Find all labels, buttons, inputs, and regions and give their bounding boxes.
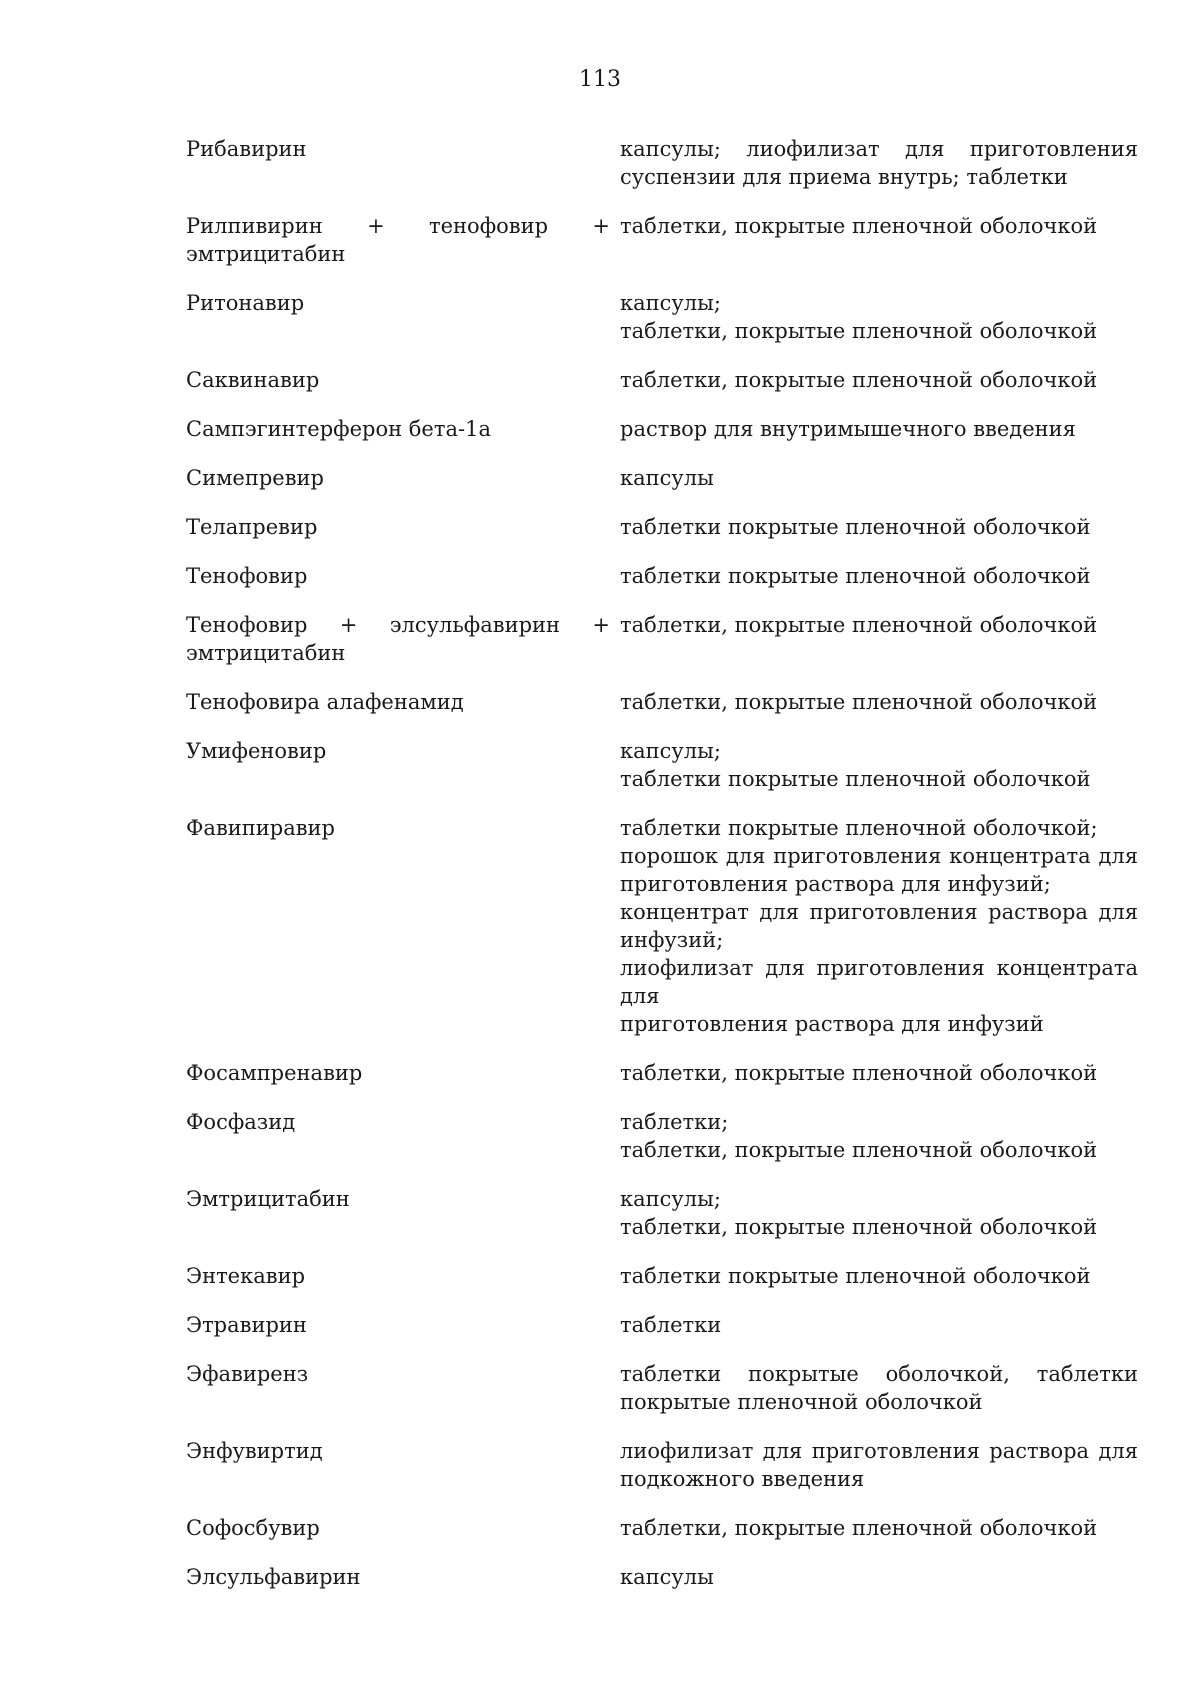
dosage-form-line: порошок для приготовления концентрата для — [620, 844, 1138, 868]
drug-name — [186, 1262, 610, 1290]
drug-name — [186, 1059, 610, 1087]
drug-name — [186, 1108, 610, 1164]
dosage-form-line: таблетки, покрытые пленочной оболочкой — [620, 214, 1098, 238]
drug-name-line: Рибавирин — [186, 137, 307, 161]
drug-row — [186, 415, 1138, 443]
dosage-form-line: капсулы — [620, 466, 714, 490]
dosage-forms — [620, 611, 1138, 667]
dosage-forms — [620, 562, 1138, 590]
drug-name — [186, 611, 610, 667]
dosage-form-line: таблетки, покрытые пленочной оболочкой — [620, 690, 1098, 714]
drug-row — [186, 1563, 1138, 1591]
dosage-forms — [620, 1360, 1138, 1416]
dosage-form-line: таблетки, покрытые пленочной оболочкой — [620, 1061, 1098, 1085]
dosage-form-line: таблетки покрытые оболочкой, таблетки — [620, 1362, 1138, 1386]
dosage-form-line: таблетки, покрытые пленочной оболочкой — [620, 368, 1098, 392]
drug-name — [186, 1311, 610, 1339]
drug-name — [186, 814, 610, 1038]
drug-name-line: Фавипиравир — [186, 816, 335, 840]
drug-name — [186, 688, 610, 716]
dosage-forms — [620, 1108, 1138, 1164]
drug-row — [186, 366, 1138, 394]
dosage-forms — [620, 1563, 1138, 1591]
dosage-forms — [620, 1311, 1138, 1339]
drug-row — [186, 611, 1138, 667]
drug-name — [186, 513, 610, 541]
dosage-form-line: капсулы; — [620, 291, 721, 315]
drug-name — [186, 737, 610, 793]
drug-row — [186, 1108, 1138, 1164]
dosage-form-line: приготовления раствора для инфузий; — [620, 872, 1051, 896]
drug-name — [186, 135, 610, 191]
dosage-forms — [620, 1437, 1138, 1493]
drug-name-line: Симепревир — [186, 466, 324, 490]
dosage-form-line: таблетки покрытые пленочной оболочкой — [620, 1264, 1091, 1288]
drug-name-line: Сампэгинтерферон бета-1а — [186, 417, 491, 441]
drug-name-line: эмтрицитабин — [186, 242, 346, 266]
drug-name-line: Эфавиренз — [186, 1362, 309, 1386]
dosage-form-line: приготовления раствора для инфузий — [620, 1012, 1044, 1036]
drug-row — [186, 1262, 1138, 1290]
drug-row — [186, 289, 1138, 345]
drug-row — [186, 737, 1138, 793]
dosage-form-line: таблетки покрытые пленочной оболочкой; — [620, 816, 1098, 840]
drug-name-line: Тенофовир + элсульфавирин + — [186, 613, 610, 637]
dosage-forms — [620, 212, 1138, 268]
dosage-form-line: инфузий; — [620, 928, 724, 952]
drug-row — [186, 464, 1138, 492]
drug-row — [186, 1360, 1138, 1416]
drug-row — [186, 562, 1138, 590]
dosage-form-line: таблетки, покрытые пленочной оболочкой — [620, 1516, 1098, 1540]
dosage-forms — [620, 366, 1138, 394]
dosage-form-line: таблетки покрытые пленочной оболочкой — [620, 767, 1091, 791]
dosage-forms — [620, 464, 1138, 492]
drug-name — [186, 464, 610, 492]
dosage-form-line: покрытые пленочной оболочкой — [620, 1390, 983, 1414]
drug-name-line: Софосбувир — [186, 1516, 320, 1540]
drug-row — [186, 1437, 1138, 1493]
drug-name — [186, 1514, 610, 1542]
drug-row — [186, 1185, 1138, 1241]
drug-name — [186, 1185, 610, 1241]
drug-name-line: Элсульфавирин — [186, 1565, 361, 1589]
drug-name-line: Тенофовир — [186, 564, 308, 588]
dosage-form-line: таблетки, покрытые пленочной оболочкой — [620, 613, 1098, 637]
drug-row — [186, 513, 1138, 541]
drug-name-line: Ритонавир — [186, 291, 305, 315]
drug-name-line: Телапревир — [186, 515, 318, 539]
drug-row — [186, 1514, 1138, 1542]
drug-table — [186, 135, 1138, 1612]
dosage-form-line: таблетки покрытые пленочной оболочкой — [620, 564, 1091, 588]
drug-name-line: Тенофовира алафенамид — [186, 690, 464, 714]
dosage-form-line: таблетки, покрытые пленочной оболочкой — [620, 319, 1098, 343]
drug-name-line: эмтрицитабин — [186, 641, 346, 665]
drug-row — [186, 212, 1138, 268]
dosage-form-line: капсулы — [620, 1565, 714, 1589]
page-number: 113 — [579, 67, 621, 92]
drug-name — [186, 1563, 610, 1591]
dosage-form-line: таблетки; — [620, 1110, 729, 1134]
drug-name-line: Рилпивирин + тенофовир + — [186, 214, 610, 238]
drug-name-line: Саквинавир — [186, 368, 320, 392]
drug-name-line: Фосампренавир — [186, 1061, 363, 1085]
dosage-form-line: капсулы; — [620, 739, 721, 763]
drug-name-line: Фосфазид — [186, 1110, 296, 1134]
dosage-forms — [620, 688, 1138, 716]
dosage-form-line: раствор для внутримышечного введения — [620, 417, 1076, 441]
dosage-form-line: суспензии для приема внутрь; таблетки — [620, 165, 1068, 189]
drug-row — [186, 1311, 1138, 1339]
drug-name — [186, 289, 610, 345]
drug-name — [186, 366, 610, 394]
dosage-forms — [620, 415, 1138, 443]
drug-name — [186, 212, 610, 268]
drug-name-line: Умифеновир — [186, 739, 327, 763]
drug-name — [186, 562, 610, 590]
dosage-form-line: концентрат для приготовления раствора для — [620, 900, 1138, 924]
dosage-form-line: таблетки — [620, 1313, 722, 1337]
drug-name — [186, 1437, 610, 1493]
dosage-forms — [620, 1059, 1138, 1087]
dosage-forms — [620, 1514, 1138, 1542]
dosage-form-line: капсулы; — [620, 1187, 721, 1211]
drug-name — [186, 1360, 610, 1416]
drug-name-line: Эмтрицитабин — [186, 1187, 350, 1211]
drug-row — [186, 1059, 1138, 1087]
drug-name-line: Энтекавир — [186, 1264, 306, 1288]
dosage-forms — [620, 289, 1138, 345]
dosage-forms — [620, 814, 1138, 1038]
dosage-forms — [620, 737, 1138, 793]
dosage-form-line: лиофилизат для приготовления концентрата для — [620, 956, 1138, 1008]
drug-name-line: Энфувиртид — [186, 1439, 323, 1463]
dosage-forms — [620, 513, 1138, 541]
dosage-forms — [620, 1262, 1138, 1290]
drug-row — [186, 814, 1138, 1038]
drug-row — [186, 688, 1138, 716]
dosage-form-line: таблетки, покрытые пленочной оболочкой — [620, 1138, 1098, 1162]
dosage-forms — [620, 135, 1138, 191]
dosage-form-line: лиофилизат для приготовления раствора для — [620, 1439, 1138, 1463]
drug-name — [186, 415, 610, 443]
dosage-form-line: таблетки, покрытые пленочной оболочкой — [620, 1215, 1098, 1239]
dosage-form-line: капсулы; лиофилизат для приготовления — [620, 137, 1138, 161]
drug-row — [186, 135, 1138, 191]
dosage-forms — [620, 1185, 1138, 1241]
drug-name-line: Этравирин — [186, 1313, 307, 1337]
dosage-form-line: таблетки покрытые пленочной оболочкой — [620, 515, 1091, 539]
dosage-form-line: подкожного введения — [620, 1467, 865, 1491]
